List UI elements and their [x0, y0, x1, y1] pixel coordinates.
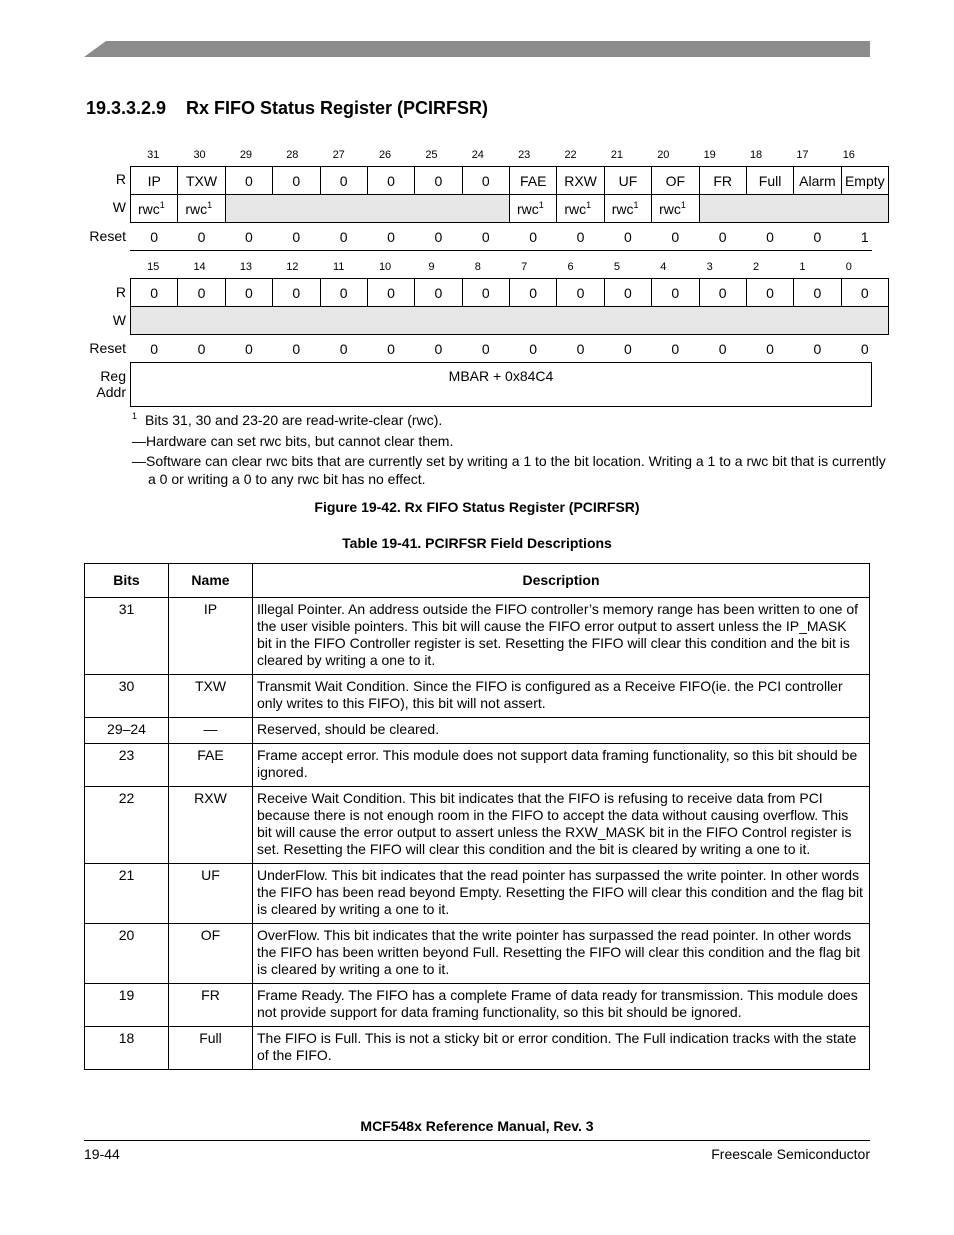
reset-value: 0 [624, 228, 632, 245]
cell-name: UF [169, 864, 253, 924]
bit-field: 0 [367, 279, 414, 307]
company-name: Freescale Semiconductor [711, 1146, 870, 1162]
table-row [85, 984, 870, 1027]
bit-number: 20 [657, 149, 670, 161]
bit-field: 0 [462, 279, 509, 307]
reset-value: 0 [292, 228, 301, 245]
rwc-cell: rwc$^1$ [652, 195, 699, 223]
reset-value: 0 [718, 228, 727, 245]
bit-field: FAE [510, 167, 557, 195]
reset-value: 0 [766, 340, 774, 357]
bit-number: 13 [239, 261, 253, 273]
bit-field: 0 [225, 167, 272, 195]
bit-field: 0 [604, 279, 651, 307]
bit-numbers-high [130, 149, 872, 163]
reserved-write-area [225, 195, 509, 223]
read-row [131, 167, 889, 195]
bit-field: 0 [462, 167, 509, 195]
write-row [131, 195, 889, 223]
manual-title: MCF548x Reference Manual, Rev. 3 [360, 1118, 594, 1134]
bit-number: 2 [753, 261, 760, 273]
row-label-reg-addr: Reg Addr [96, 368, 126, 400]
cell-bits: 23 [85, 744, 169, 787]
reset-value: 0 [150, 228, 159, 245]
cell-description: Transmit Wait Condition. Since the FIFO is configured as a Receive FIFO(ie. the PCI controller only writes to this FIFO), this bit will not assert. [253, 675, 870, 718]
bit-field: Empty [841, 167, 888, 195]
reset-value: 0 [197, 340, 206, 357]
bit-number: 19 [703, 149, 716, 161]
bit-field: Alarm [794, 167, 841, 195]
rwc-cell: rwc$^1$ [604, 195, 651, 223]
cell-bits: 31 [85, 598, 169, 675]
reset-value: 0 [529, 340, 538, 357]
reset-value: 0 [529, 228, 538, 245]
bit-number: 1 [799, 261, 806, 273]
bit-number: 8 [474, 261, 481, 273]
bit-number: 9 [428, 261, 435, 273]
reset-value: 0 [387, 340, 395, 357]
bit-field: 0 [273, 279, 320, 307]
reset-value: 0 [481, 340, 490, 357]
table-row [85, 864, 870, 924]
bit-field: RXW [557, 167, 604, 195]
reset-row [131, 223, 889, 251]
table-row [85, 598, 870, 675]
bit-field: 0 [131, 279, 178, 307]
reset-value: 1 [860, 228, 869, 245]
footnote-3: —Software can clear rwc bits that are currently set by writing a 1 to the bit location. Writing a 1 to a rwc bit that is currently [132, 453, 886, 469]
reset-value: 0 [150, 340, 159, 357]
rwc-cell: rwc$^1$ [178, 195, 225, 223]
reset-value: 0 [197, 228, 206, 245]
footnote-1: $^1$ Bits 31, 30 and 23-20 are read-write-clear (rwc). [132, 411, 443, 428]
bit-number: 4 [660, 261, 667, 273]
cell-bits: 22 [85, 787, 169, 864]
bit-field: 0 [841, 279, 888, 307]
bit-field: 0 [415, 167, 462, 195]
bit-field: 0 [557, 279, 604, 307]
cell-description: Frame Ready. The FIFO has a complete Frame of data ready for transmission. This module does not provide support for data framing functionality, so this bit should be ignored. [253, 984, 870, 1027]
cell-bits: 18 [85, 1027, 169, 1070]
table-header [85, 564, 870, 598]
bit-number: 18 [749, 149, 763, 161]
register-address-box [130, 362, 872, 407]
row-label-reset: Reset [89, 228, 126, 244]
cell-name: Full [169, 1027, 253, 1070]
rwc-cell: rwc$^1$ [557, 195, 604, 223]
bit-field: 0 [367, 167, 414, 195]
bit-field: 0 [178, 279, 225, 307]
bit-field: 0 [746, 279, 793, 307]
table-row [85, 924, 870, 984]
bit-number: 23 [518, 149, 531, 161]
section-number: 19.3.3.2.9 [86, 98, 167, 118]
bit-field: 0 [652, 279, 699, 307]
reset-value: 0 [339, 340, 348, 357]
reset-value: 0 [624, 340, 632, 357]
divider [130, 250, 872, 251]
write-row [131, 307, 889, 335]
reset-value: 0 [576, 340, 585, 357]
bit-number: 11 [332, 261, 345, 273]
reset-value: 0 [766, 228, 774, 245]
header-description: Description [253, 564, 870, 598]
reset-value: 0 [860, 340, 869, 357]
bit-field: FR [699, 167, 746, 195]
table-row [85, 1027, 870, 1070]
bit-number: 12 [286, 261, 299, 273]
table-caption: Table 19-41. PCIRFSR Field Descriptions [342, 535, 612, 551]
cell-bits: 21 [85, 864, 169, 924]
bit-number: 16 [842, 149, 855, 161]
table-row [85, 744, 870, 787]
cell-name: OF [169, 924, 253, 984]
bit-number: 24 [471, 149, 484, 161]
table-row [85, 675, 870, 718]
reset-value: 0 [481, 228, 490, 245]
reset-value: 0 [339, 228, 348, 245]
cell-description: The FIFO is Full. This is not a sticky bit or error condition. The Full indication tracks with the state of the FIFO. [253, 1027, 870, 1070]
row-label-reset: Reset [89, 340, 126, 356]
bit-number: 31 [147, 149, 160, 161]
header-bar [84, 41, 870, 57]
cell-bits: 29–24 [85, 718, 169, 744]
bit-number: 15 [147, 261, 160, 273]
bit-field: 0 [794, 279, 841, 307]
register-address: MBAR + 0x84C4 [448, 368, 554, 384]
footer-divider [84, 1140, 870, 1141]
rwc-cell: rwc$^1$ [131, 195, 178, 223]
bit-number: 21 [610, 149, 624, 161]
footnote-3-cont: a 0 or writing a 0 to any rwc bit has no effect. [148, 471, 426, 487]
cell-description: UnderFlow. This bit indicates that the read pointer has surpassed the write pointer. In other words the FIFO has been read beyond Empty. Resetting the FIFO will clear this condition and the flag bit is cleared by writing a one to it. [253, 864, 870, 924]
reset-value: 0 [292, 340, 301, 357]
header-bits: Bits [85, 564, 169, 598]
bit-number: 5 [613, 261, 620, 273]
cell-description: Reserved, should be cleared. [253, 718, 870, 744]
reset-value: 0 [245, 340, 253, 357]
bit-number: 7 [521, 261, 528, 273]
bit-number: 10 [378, 261, 392, 273]
page-number: 19-44 [84, 1146, 120, 1162]
bit-number: 25 [425, 149, 438, 161]
row-label-r: R [115, 171, 126, 187]
reset-value: 0 [718, 340, 727, 357]
rwc-cell: rwc$^1$ [510, 195, 557, 223]
reset-value: 0 [576, 228, 585, 245]
bit-number: 29 [239, 149, 253, 161]
reset-value: 0 [387, 228, 395, 245]
bit-field: IP [131, 167, 178, 195]
row-label-w: W [112, 199, 126, 215]
reserved-write-area [131, 307, 889, 335]
bit-number: 6 [567, 261, 574, 273]
bit-field: 0 [510, 279, 557, 307]
figure-caption: Figure 19-42. Rx FIFO Status Register (PCIRFSR) [314, 499, 640, 515]
register-low-table [130, 278, 889, 362]
table-row [85, 787, 870, 864]
reset-value: 0 [245, 228, 253, 245]
bit-field: UF [604, 167, 651, 195]
cell-bits: 30 [85, 675, 169, 718]
bit-number: 22 [564, 149, 577, 161]
cell-description: Receive Wait Condition. This bit indicates that the FIFO is refusing to receive data from PCI because there is not enough room in the FIFO to accept the data without causing overflow. This bit will cause the error output to assert unless the RXW_MASK bit in the FIFO Control register is set. Resetting the FIFO will clear this condition and the bit is cleared by writing a one to it. [253, 787, 870, 864]
reset-value: 0 [671, 340, 680, 357]
bit-number: 28 [286, 149, 299, 161]
bit-field: Full [746, 167, 793, 195]
reset-value: 0 [813, 228, 822, 245]
header-name: Name [169, 564, 253, 598]
cell-name: FR [169, 984, 253, 1027]
bit-field: 0 [699, 279, 746, 307]
section-title: Rx FIFO Status Register (PCIRFSR) [186, 98, 489, 118]
bit-number: 26 [378, 149, 392, 161]
cell-name: RXW [169, 787, 253, 864]
row-label-r: R [115, 284, 126, 300]
bit-field: 0 [320, 279, 367, 307]
bit-field: TXW [178, 167, 225, 195]
read-row [131, 279, 889, 307]
section-heading [86, 98, 488, 119]
bit-number: 3 [706, 261, 713, 273]
cell-name: TXW [169, 675, 253, 718]
cell-bits: 20 [85, 924, 169, 984]
bit-field: 0 [415, 279, 462, 307]
bit-field: 0 [225, 279, 272, 307]
bit-numbers-low [130, 261, 872, 275]
cell-description: OverFlow. This bit indicates that the write pointer has surpassed the read pointer. In other words the FIFO has been written beyond Full. Resetting the FIFO will clear this condition and the flag bit is cleared by writing a one to it. [253, 924, 870, 984]
reset-value: 0 [813, 340, 822, 357]
bit-number: 14 [193, 261, 206, 273]
reset-value: 0 [671, 228, 680, 245]
bit-field: OF [652, 167, 699, 195]
bit-field: 0 [320, 167, 367, 195]
reset-value: 0 [434, 228, 443, 245]
cell-name: IP [169, 598, 253, 675]
bit-number: 27 [332, 149, 345, 161]
field-descriptions-table [84, 563, 870, 1070]
reset-value: 0 [434, 340, 443, 357]
row-label-w: W [112, 312, 126, 328]
bit-number: 30 [193, 149, 206, 161]
cell-description: Illegal Pointer. An address outside the FIFO controller’s memory range has been written to one of the user visible pointers. This bit will cause the FIFO error output to assert unless the IP_MASK bit in the FIFO Controller register is set. Resetting the FIFO will clear this condition and the bit is cleared by writing a one to it. [253, 598, 870, 675]
bit-field: 0 [273, 167, 320, 195]
table-row [85, 718, 870, 744]
cell-name: — [169, 718, 253, 744]
bit-number: 0 [845, 261, 852, 273]
reserved-write-area [699, 195, 889, 223]
cell-name: FAE [169, 744, 253, 787]
reset-row [131, 335, 889, 363]
cell-bits: 19 [85, 984, 169, 1027]
footnote-2: —Hardware can set rwc bits, but cannot clear them. [132, 433, 454, 449]
register-high-table [130, 166, 889, 250]
bit-number: 17 [796, 149, 809, 161]
cell-description: Frame accept error. This module does not support data framing functionality, so this bit should be ignored. [253, 744, 870, 787]
